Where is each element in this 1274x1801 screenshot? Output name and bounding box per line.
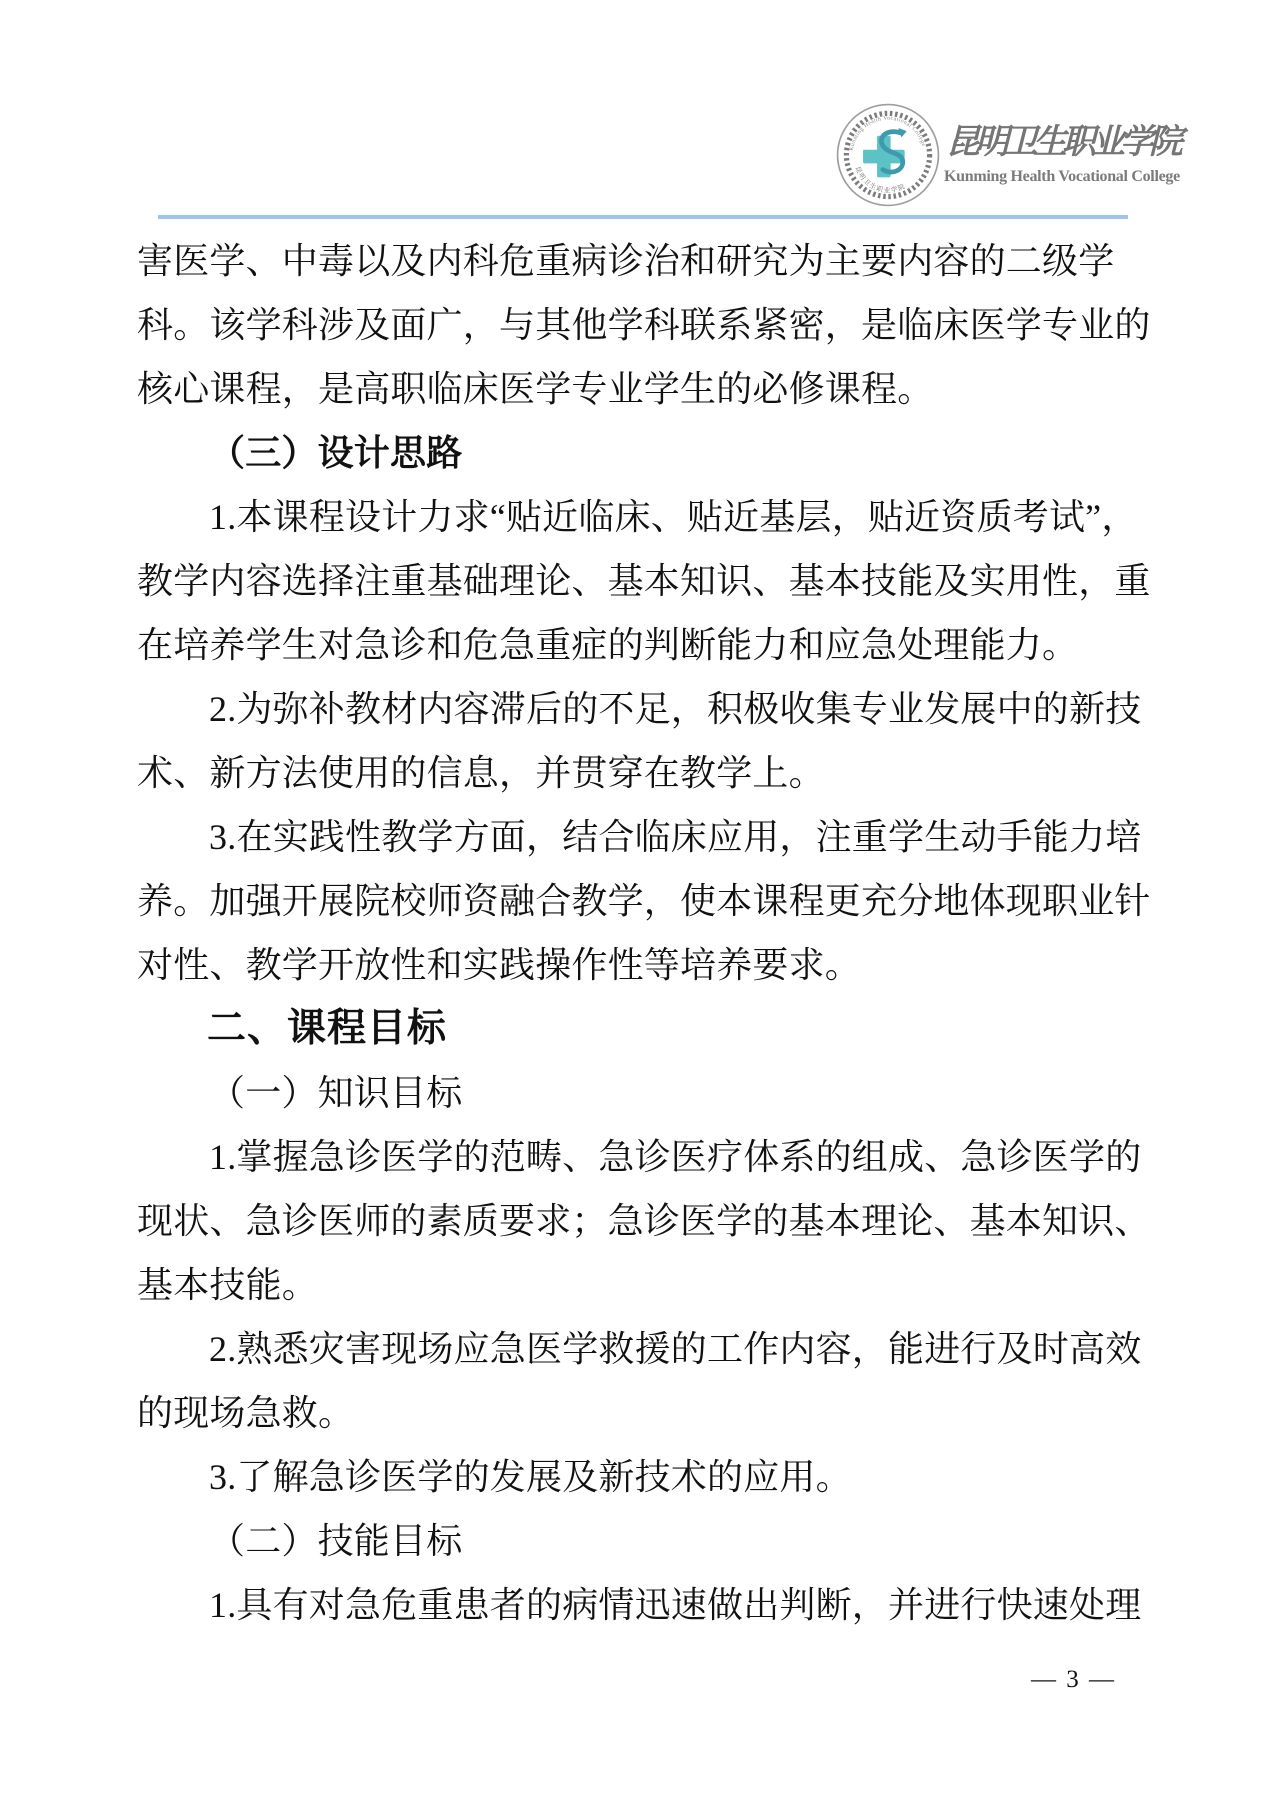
header-divider-line <box>158 215 1128 219</box>
text-line: 基本技能。 <box>137 1265 319 1305</box>
text-line: （一）知识目标 <box>209 1073 463 1113</box>
text-line: 二、课程目标 <box>207 1007 448 1050</box>
college-name-zh: 昆明卫生职业学院 <box>946 122 1178 162</box>
text-line: 2.为弥补教材内容滞后的不足，积极收集专业发展中的新技 <box>209 689 1142 729</box>
text-line: 科。该学科涉及面广，与其他学科联系紧密，是临床医学专业的 <box>137 305 1151 345</box>
page-number: — 3 — <box>1031 1666 1116 1693</box>
text-line: 教学内容选择注重基础理论、基本知识、基本技能及实用性，重 <box>137 561 1151 601</box>
svg-text:Kunming Health Vocational Coll: Kunming Health Vocational College <box>848 115 927 152</box>
text-line: 在培养学生对急诊和危急重症的判断能力和应急处理能力。 <box>137 625 1079 665</box>
text-line: 2.熟悉灾害现场应急医学救援的工作内容，能进行及时高效 <box>209 1329 1142 1369</box>
text-line: 现状、急诊医师的素质要求；急诊医学的基本理论、基本知识、 <box>137 1201 1151 1241</box>
text-line: 1.掌握急诊医学的范畴、急诊医疗体系的组成、急诊医学的 <box>209 1137 1142 1177</box>
svg-text:昆明卫生职业学院: 昆明卫生职业学院 <box>853 165 908 195</box>
text-line: 核心课程，是高职临床医学专业学生的必修课程。 <box>137 369 934 409</box>
college-name-en: Kunming Health Vocational College <box>944 168 1180 185</box>
text-line: 1.具有对急危重患者的病情迅速做出判断，并进行快速处理 <box>209 1585 1142 1625</box>
text-line: （三）设计思路 <box>209 433 463 473</box>
text-line: 的现场急救。 <box>137 1393 355 1433</box>
text-line: 术、新方法使用的信息，并贯穿在教学上。 <box>137 753 825 793</box>
document-body <box>137 229 1151 1637</box>
college-logo-icon <box>836 103 940 207</box>
text-line: 对性、教学开放性和实践操作性等培养要求。 <box>137 945 862 985</box>
text-line: 3.了解急诊医学的发展及新技术的应用。 <box>209 1457 852 1497</box>
text-line: 养。加强开展院校师资融合教学，使本课程更充分地体现职业针 <box>137 881 1151 921</box>
text-line: 1.本课程设计力求“贴近临床、贴近基层，贴近资质考试”， <box>209 497 1138 537</box>
text-line: 害医学、中毒以及内科危重病诊治和研究为主要内容的二级学 <box>137 241 1115 281</box>
text-line: 3.在实践性教学方面，结合临床应用，注重学生动手能力培 <box>209 817 1142 857</box>
text-line: （二）技能目标 <box>209 1521 463 1561</box>
